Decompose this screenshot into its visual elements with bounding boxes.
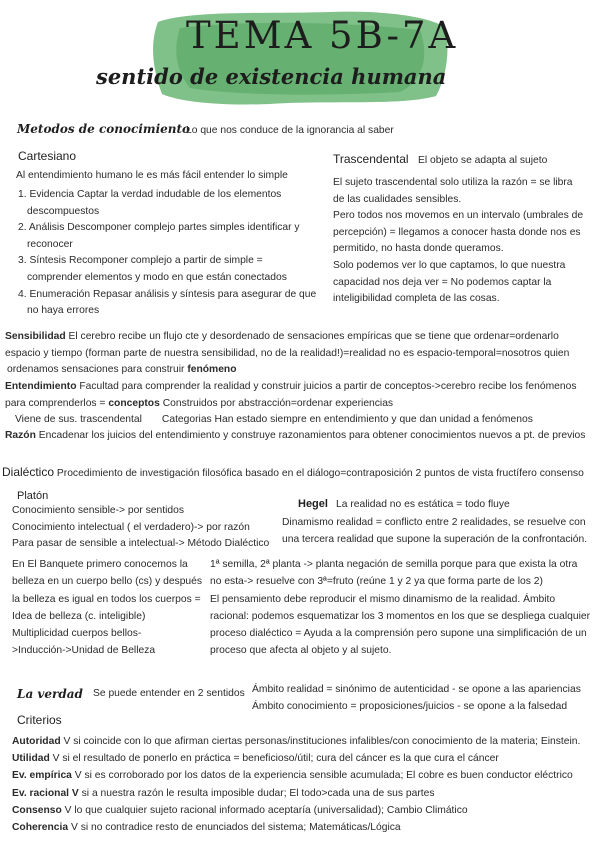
step-item: 3. Síntesis Recomponer complejo a partir de simple = <box>18 255 263 267</box>
hegel-example: 1ª semilla, 2ª planta -> planta negación de semilla porque para que exista la otra no esta-> resuelve con 3ª=fruto (reúne 1 y 2 ya que forma parte de los 2) El pensamiento debe reproducir el mismo dinamismo de la realidad. Ámbito racional: podemos esquematizar los 3 momentos en los que se despliega cualquier proceso dialéctico = Ayuda a la comprensión pero supone una simplificación de un proceso que afecta al objeto y al sujeto. <box>210 559 591 657</box>
trascendental-intro: El objeto se adapta al sujeto <box>418 155 548 166</box>
hegel-text: Dinamismo realidad = conflicto entre 2 realidades, se resuelve con una tercera realidad que supone la superación de la confrontación. <box>282 517 588 545</box>
trascendental-text: El sujeto trascendental solo utiliza la razón = se libra de las cualidades sensibles. Pero todos nos movemos en un intervalo (umbrales de percepción) = llegamos a conocer hasta donde nos es permitido, no hasta donde queramos. Solo podemos ver lo que captamos, lo que nuestra capacidad nos deja ver = No podemos captar la inteligibilidad completa de las cosas. <box>333 177 584 305</box>
sensibilidad-term: Sensibilidad <box>5 331 66 342</box>
entendimiento-term: Entendimiento <box>5 381 77 392</box>
verdad-heading: La verdad <box>17 687 83 701</box>
metodos-intro: Lo que nos conduce de la ignorancia al saber <box>186 125 394 136</box>
banquete-text: En El Banquete primero conocemos la belleza en un cuerpo bello (cs) y después la belleza es igual en todos los cuerpos = Idea de belleza (c. inteligible) Multiplicidad cuerpos bellos- >Inducción->Unidad de Belleza <box>12 559 203 657</box>
platon-text: Conocimiento sensible-> por sentidos Conocimiento intelectual ( el verdadero)-> por razón Para pasar de sensible a intelectual-> Método Dialéctico <box>12 505 270 550</box>
list-item: Utilidad V si el resultado de ponerlo en práctica = beneficioso/útil; cura del cáncer es la que cura el cáncer <box>12 753 499 765</box>
razon-block: Razón Encadenar los juicios del entendimiento y construye razonamientos para obtener conocimientos nuevos a pt. de previos <box>5 430 586 441</box>
trascendental-heading: Trascendental <box>333 152 409 166</box>
dialectico-block: Dialéctico Procedimiento de investigación filosófica basado en el diálogo=contraposición 2 puntos de vista fructífero consenso <box>2 465 584 479</box>
step-item: 2. Análisis Descomponer complejo partes simples identificar y <box>18 222 300 234</box>
sensibilidad-block: Sensibilidad El cerebro recibe un flujo cte y desordenado de sensaciones empíricas que se tiene que ordenar=ordenarlo espacio y tiempo (forman parte de nuestra sensibilidad, no de la realidad!)=realidad no es espacio-temporal=nosotros quien ordenamos sensaciones para construir fenómeno <box>5 331 570 376</box>
razon-term: Razón <box>5 430 36 441</box>
step-item: 1. Evidencia Captar la verdad indudable de los elementos <box>18 189 282 200</box>
hegel-heading: Hegel <box>298 498 328 510</box>
cartesiano-heading: Cartesiano <box>18 149 77 163</box>
list-item: Autoridad V si coincide con lo que afirman ciertas personas/instituciones infalibles/con conocimiento de la materia; Einstein. <box>12 736 581 747</box>
criterios-list <box>12 733 600 836</box>
list-item: Ev. empírica V si es corroborado por los datos de la experiencia sensible acumulada; El cobre es buen conductor eléctrico <box>12 770 573 782</box>
page-subtitle: sentido de existencia humana <box>96 64 447 89</box>
verdad-intro: Se puede entender en 2 sentidos <box>93 688 245 699</box>
platon-heading: Platón <box>17 490 49 502</box>
entendimiento-block: Entendimiento Facultad para comprender la realidad y construir juicios a partir de conceptos->cerebro recibe los fenómenos para comprenderlos = conceptos Construidos por abstracción=ordenar experiencias Viene de sus. trascendental Categorias Han estado siempre en entendimiento y que dan unidad a fenómenos <box>5 381 577 426</box>
criterios-heading: Criterios <box>17 713 62 727</box>
list-item: Ev. racional V si a nuestra razón le resulta imposible dudar; El todo>cada una de sus partes <box>12 787 435 799</box>
list-item: Coherencia V si no contradice resto de enunciados del sistema; Matemáticas/Lógica <box>12 822 401 834</box>
step-item: 4. Enumeración Repasar análisis y síntesis para asegurar de que <box>18 288 317 300</box>
cartesiano-steps: 1. Evidencia Captar la verdad indudable de los elementos descompuestos 2. Análisis Descomponer complejo partes simples identificar y reconocer 3. Síntesis Recomponer complejo a partir de simple = comprender elementos y modo en que están conectados 4. Enumeración Repasar análisis y síntesis para asegurar de que no haya errores <box>18 189 317 317</box>
hegel-intro: La realidad no es estática = todo fluye <box>336 499 510 510</box>
verdad-ambitos: Ámbito realidad = sinónimo de autenticidad - se opone a las apariencias Ámbito conocimiento = proposiciones/juicios - se opone a la falsedad <box>252 684 581 712</box>
list-item: Consenso V lo que cualquier sujeto racional informado aceptaría (universalidad); Cambio Climático <box>12 804 468 816</box>
dialectico-heading: Dialéctico <box>2 465 55 479</box>
cartesiano-intro: Al entendimiento humano le es más fácil entender lo simple <box>16 170 288 181</box>
metodos-heading: Metodos de conocimiento <box>17 122 191 136</box>
page-title: TEMA 5B-7A <box>186 14 459 57</box>
